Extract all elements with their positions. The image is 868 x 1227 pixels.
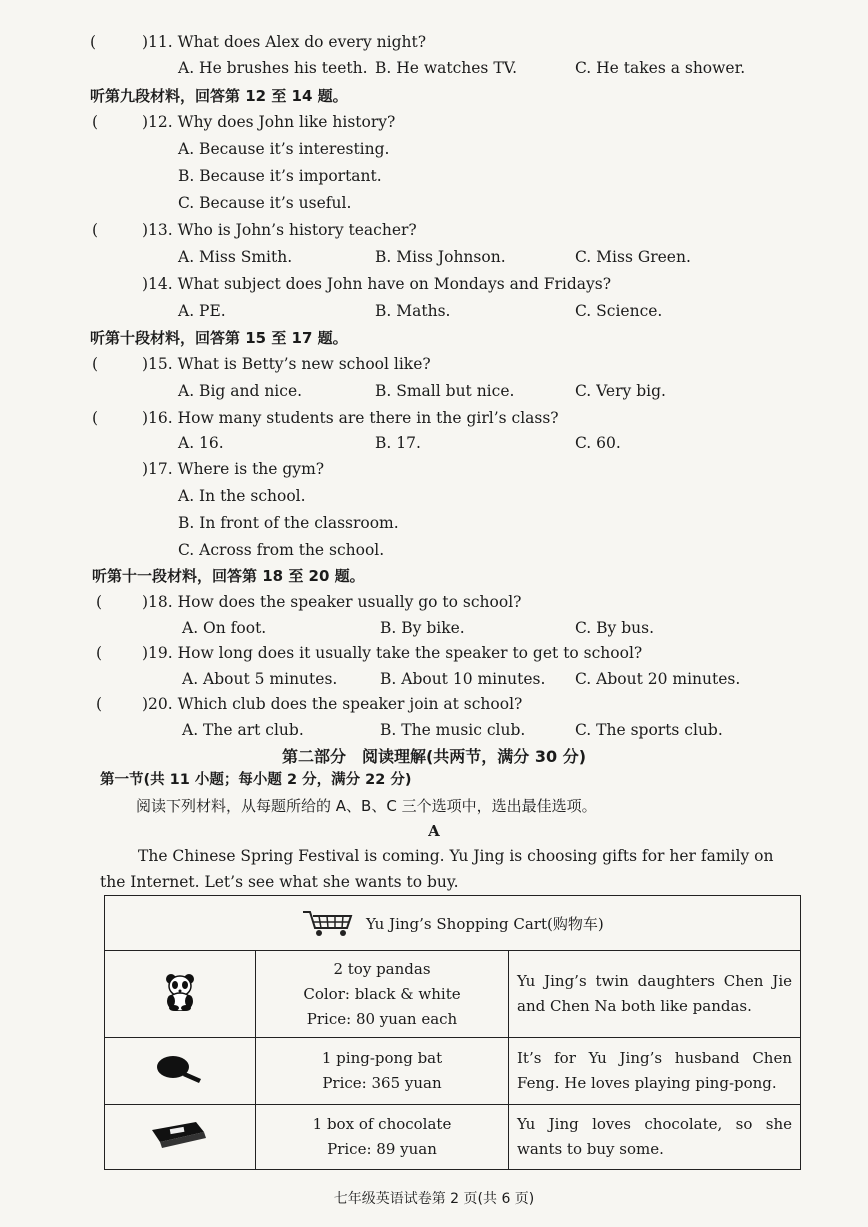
question-number: )14.	[142, 275, 173, 293]
question-20	[142, 694, 522, 714]
item-details	[256, 1038, 509, 1105]
question-13	[142, 220, 417, 240]
option-b: B. By bike.	[380, 619, 465, 637]
question-text: What does Alex do every night?	[177, 33, 427, 51]
shopping-cart-table	[104, 895, 801, 1170]
question-14	[142, 274, 611, 294]
option-b: B. The music club.	[380, 721, 526, 739]
option-c: C. The sports club.	[575, 721, 723, 739]
item-details	[256, 951, 509, 1038]
option-c: C. Because it’s useful.	[178, 194, 352, 212]
answer-paren: (	[92, 355, 99, 373]
option-b: B. 17.	[375, 434, 421, 452]
option-b: B. He watches TV.	[375, 59, 518, 77]
table-row	[105, 1105, 801, 1170]
item-price: Price: 365 yuan	[322, 1074, 442, 1092]
question-17	[142, 459, 324, 479]
question-15	[142, 354, 431, 374]
option-a: A. About 5 minutes.	[182, 670, 338, 688]
table-row	[105, 951, 801, 1038]
option-b: B. About 10 minutes.	[380, 670, 546, 688]
option-a: A. He brushes his teeth.	[178, 59, 368, 77]
table-row	[105, 1038, 801, 1105]
option-b: B. Maths.	[375, 302, 451, 320]
section-heading-10: 听第十段材料，回答第 15 至 17 题。	[90, 329, 348, 347]
option-a: A. The art club.	[182, 721, 304, 739]
question-number: )17.	[142, 460, 173, 478]
option-c: C. Miss Green.	[575, 248, 691, 266]
option-a: A. In the school.	[178, 487, 306, 505]
section-title: 第一节(共 11 小题；每小题 2 分，满分 22 分)	[100, 772, 412, 788]
item-image	[105, 1038, 256, 1105]
option-b: B. Small but nice.	[375, 382, 515, 400]
answer-paren: (	[92, 113, 99, 131]
option-a: A. Miss Smith.	[178, 248, 293, 266]
question-text: Which club does the speaker join at school?	[177, 695, 523, 713]
chocolate-box-icon	[150, 1136, 210, 1154]
item-note: It’s for Yu Jing’s husband Chen Feng. He loves playing ping-pong.	[509, 1038, 801, 1105]
ping-pong-bat-icon	[155, 1070, 205, 1088]
passage-letter: A	[428, 822, 440, 840]
cart-title: Yu Jing’s Shopping Cart(购物车)	[366, 914, 604, 933]
item-image	[105, 951, 256, 1038]
question-number: )20.	[142, 695, 173, 713]
option-c: C. He takes a shower.	[575, 59, 746, 77]
question-18	[142, 592, 521, 612]
item-details	[256, 1105, 509, 1170]
question-number: )13.	[142, 221, 173, 239]
option-c: C. About 20 minutes.	[575, 670, 741, 688]
answer-paren: (	[90, 33, 97, 51]
question-12	[142, 112, 395, 132]
option-b: B. Miss Johnson.	[375, 248, 506, 266]
answer-paren: (	[92, 409, 99, 427]
question-number: )18.	[142, 593, 173, 611]
item-name: 1 ping-pong bat	[321, 1049, 443, 1067]
section-heading-9: 听第九段材料，回答第 12 至 14 题。	[90, 87, 348, 105]
option-a: A. PE.	[178, 302, 226, 320]
question-number: )19.	[142, 644, 173, 662]
question-text: What subject does John have on Mondays and Fridays?	[177, 275, 612, 293]
question-19	[142, 643, 642, 663]
part-title: 第二部分 阅读理解(共两节，满分 30 分)	[281, 747, 587, 766]
question-number: )11.	[142, 33, 173, 51]
question-text: Where is the gym?	[177, 460, 325, 478]
answer-paren: (	[96, 695, 103, 713]
question-number: )12.	[142, 113, 173, 131]
page-footer: 七年级英语试卷第 2 页(共 6 页)	[333, 1191, 535, 1207]
option-c: C. 60.	[575, 434, 621, 452]
option-a: A. 16.	[178, 434, 224, 452]
item-note: Yu Jing’s twin daughters Chen Jie and Chen Na both like pandas.	[509, 951, 801, 1038]
answer-paren: (	[96, 644, 103, 662]
question-text: Why does John like history?	[177, 113, 396, 131]
question-number: )15.	[142, 355, 173, 373]
item-price: Price: 80 yuan each	[306, 1009, 458, 1028]
question-11	[142, 32, 426, 52]
question-text: What is Betty’s new school like?	[177, 355, 431, 373]
item-name: 2 toy pandas	[333, 959, 431, 978]
item-note: Yu Jing loves chocolate, so she wants to buy some.	[509, 1105, 801, 1170]
panda-icon	[163, 997, 197, 1015]
item-color: Color: black & white	[303, 984, 461, 1003]
item-name: 1 box of chocolate	[312, 1115, 452, 1133]
instructions: 阅读下列材料，从每题所给的 A、B、C 三个选项中，选出最佳选项。	[136, 797, 597, 815]
option-a: A. Big and nice.	[178, 382, 303, 400]
question-text: How long does it usually take the speaker to get to school?	[177, 644, 643, 662]
option-b: B. Because it’s important.	[178, 167, 382, 185]
option-a: A. Because it’s interesting.	[178, 140, 390, 158]
question-16	[142, 408, 559, 428]
answer-paren: (	[96, 593, 103, 611]
answer-paren: (	[92, 221, 99, 239]
option-b: B. In front of the classroom.	[178, 514, 399, 532]
section-heading-11: 听第十一段材料，回答第 18 至 20 题。	[92, 567, 365, 585]
option-a: A. On foot.	[182, 619, 267, 637]
cart-header	[105, 896, 801, 951]
option-c: C. Across from the school.	[178, 541, 385, 559]
option-c: C. Science.	[575, 302, 663, 320]
question-text: Who is John’s history teacher?	[177, 221, 417, 239]
item-price: Price: 89 yuan	[327, 1140, 437, 1158]
passage-text: The Chinese Spring Festival is coming. Yu Jing is choosing gifts for her family on the Internet. Let’s see what she wants to buy.	[100, 847, 774, 891]
question-text: How does the speaker usually go to school?	[177, 593, 522, 611]
option-c: C. Very big.	[575, 382, 666, 400]
shopping-cart-icon	[301, 913, 360, 931]
question-text: How many students are there in the girl’s class?	[177, 409, 559, 427]
question-number: )16.	[142, 409, 173, 427]
item-image	[105, 1105, 256, 1170]
option-c: C. By bus.	[575, 619, 655, 637]
